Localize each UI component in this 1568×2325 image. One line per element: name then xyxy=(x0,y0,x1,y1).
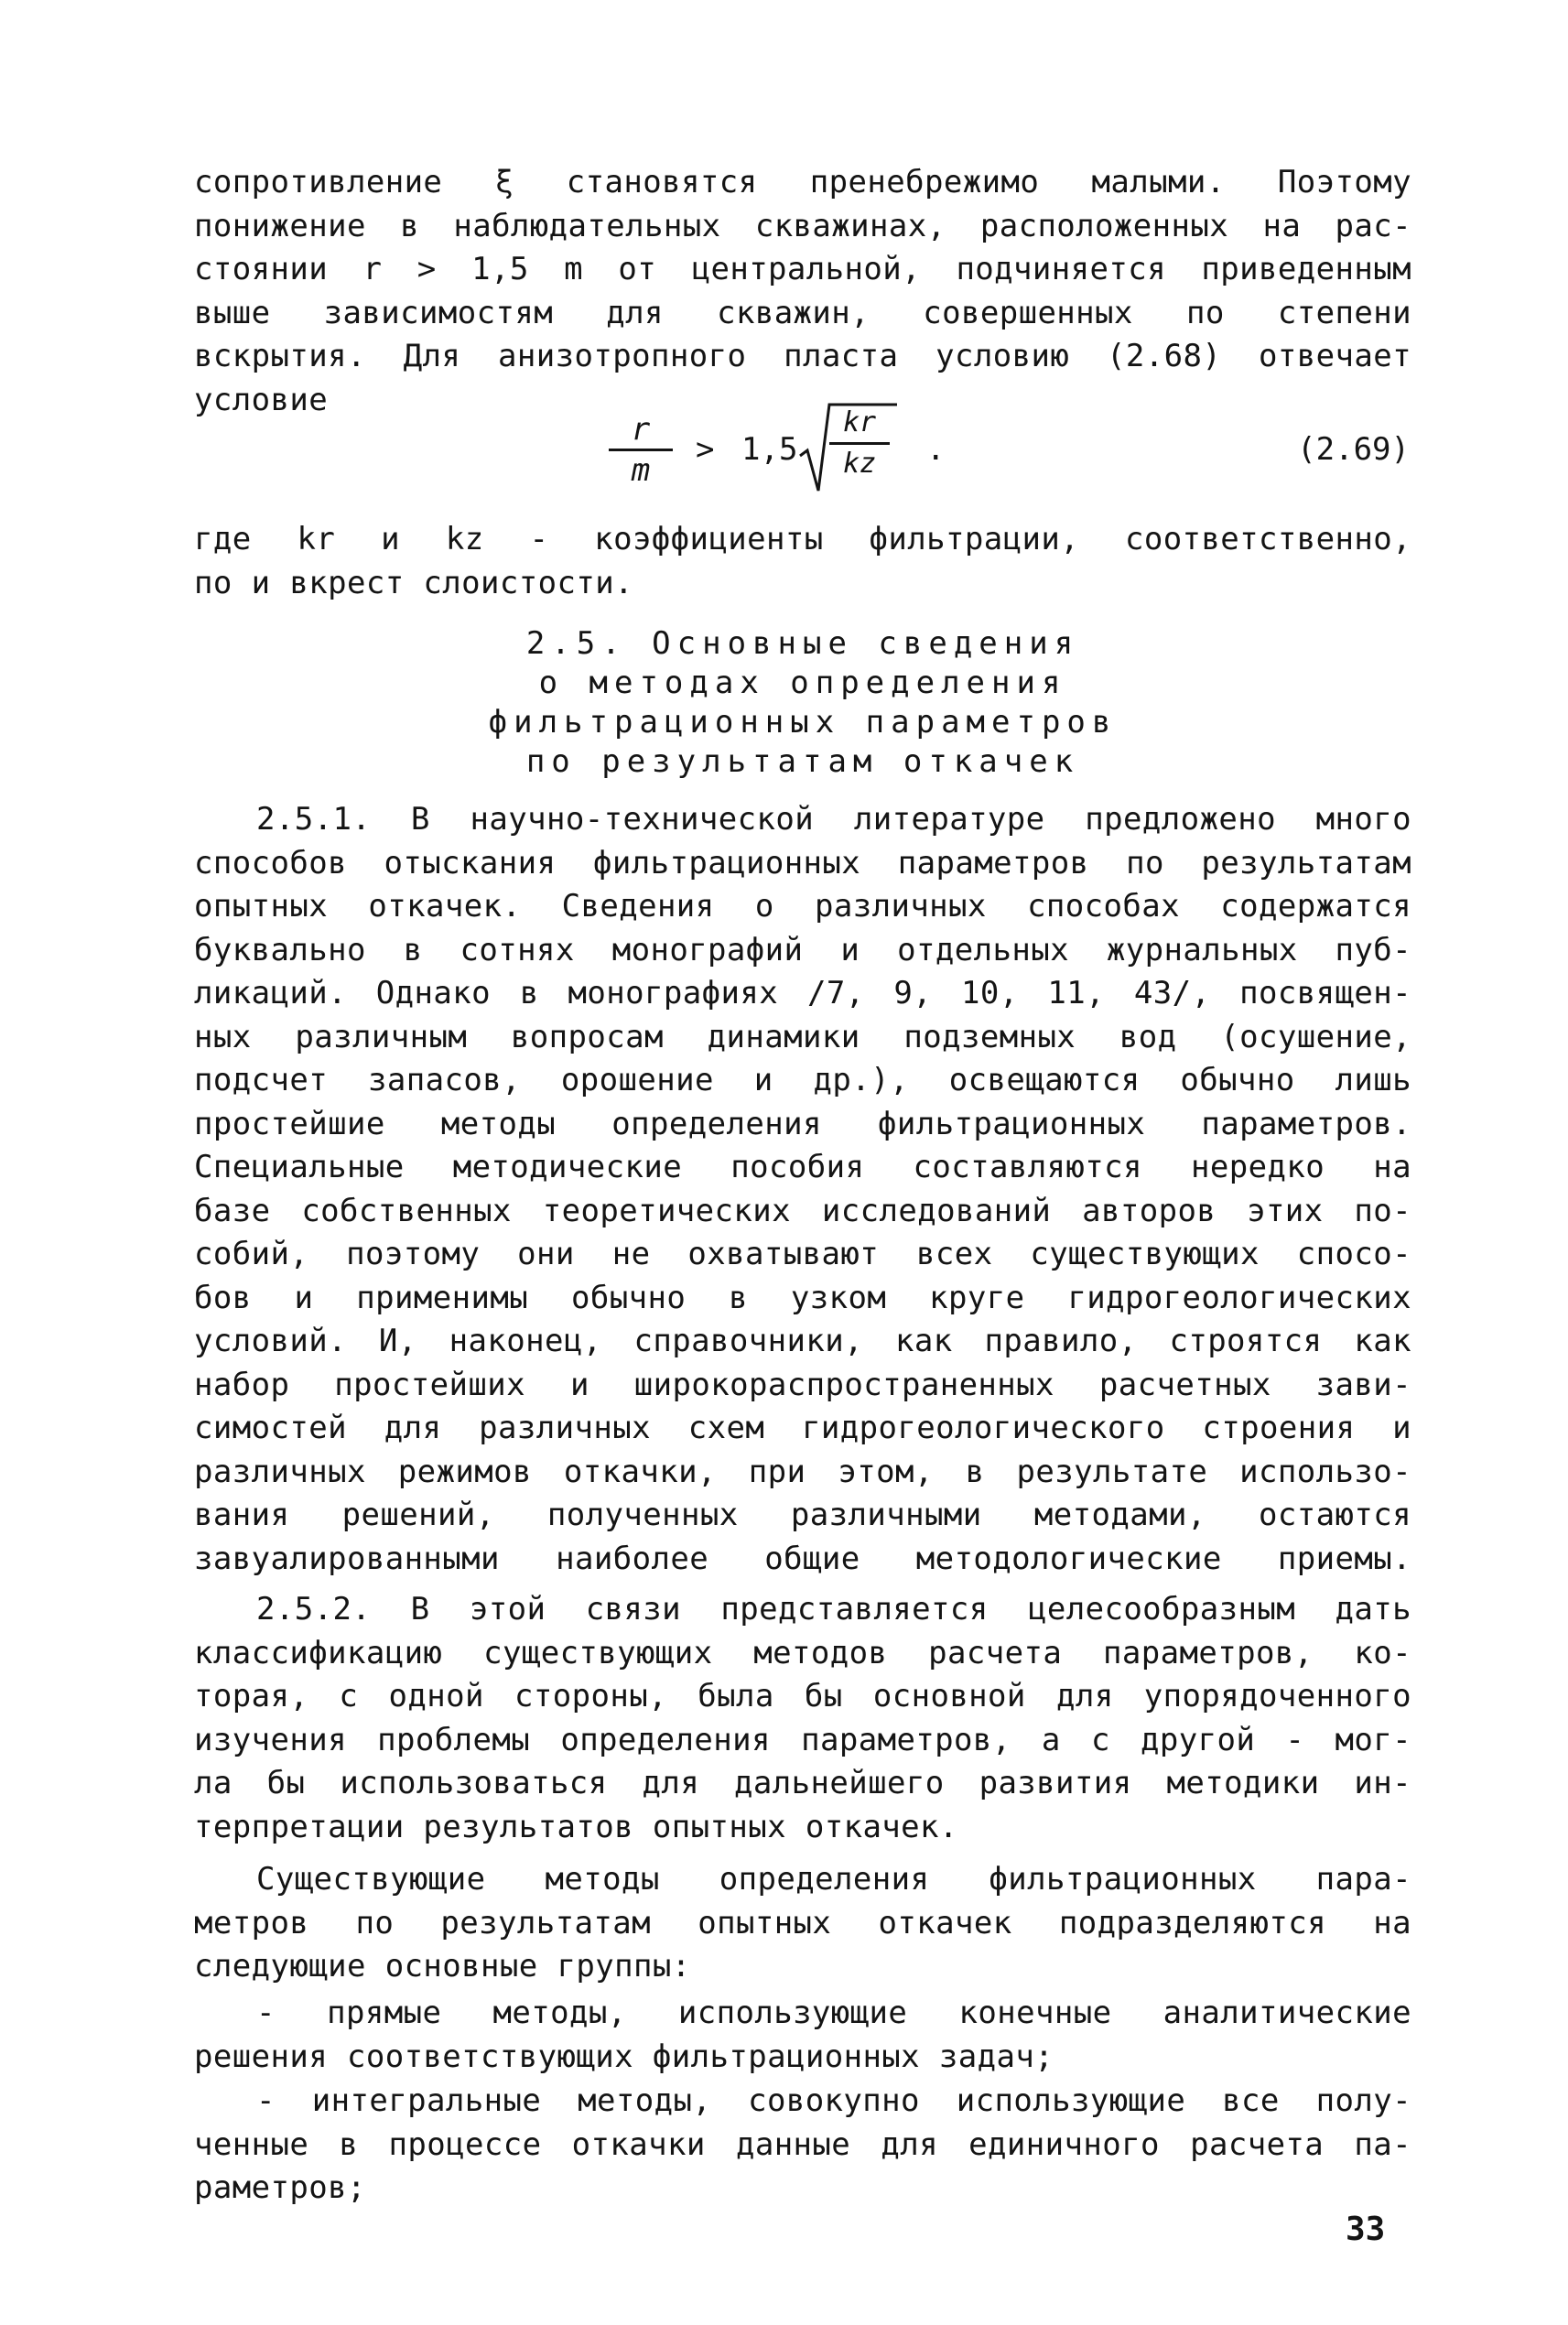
fraction-numerator: kr xyxy=(842,406,877,438)
text-line: опытных откачек. Сведения о различных способах содержатся xyxy=(194,888,1411,925)
fraction-bar xyxy=(829,442,890,445)
text-line: по и вкрест слоистости. xyxy=(194,564,634,601)
text-line: ла бы использоваться для дальнейшего развития методики ин- xyxy=(194,1765,1411,1801)
text-line: симостей для различных схем гидрогеологического строения и xyxy=(194,1410,1411,1446)
paragraph-resistance xyxy=(194,161,1411,422)
heading-line: фильтрационных параметров xyxy=(488,704,1118,741)
text-line: ликаций. Однако в монографиях /7, 9, 10, 11, 43/, посвящен- xyxy=(194,975,1411,1011)
text-line: 2.5.1. В научно-технической литературе предложено много xyxy=(256,801,1411,838)
fraction-denominator: kz xyxy=(842,448,877,480)
text-line: завуалированными наиболее общие методологические приемы. xyxy=(194,1540,1411,1577)
text-line: набор простейших и широкораспространенных расчетных зави- xyxy=(194,1366,1411,1403)
text-line: выше зависимостям для скважин, совершенных по степени xyxy=(194,294,1411,331)
text-line: метров по результатам опытных откачек подразделяются на xyxy=(194,1904,1411,1941)
paragraph-method-groups xyxy=(194,1858,1411,1989)
page-number: 33 xyxy=(1346,2211,1386,2248)
fraction-kr-over-kz xyxy=(829,406,890,481)
list-item-direct-methods xyxy=(194,1992,1411,2079)
text-line: 2.5.2. В этой связи представляется целесообразным дать xyxy=(256,1591,1411,1628)
paragraph-where xyxy=(194,518,1411,605)
text-line: - интегральные методы, совокупно использующие все полу- xyxy=(256,2082,1411,2119)
fraction-r-over-m xyxy=(609,412,673,488)
fraction-bar xyxy=(609,449,673,451)
text-line: стоянии r > 1,5 m от центральной, подчиняется приведенным xyxy=(194,251,1411,287)
coefficient: 1,5 xyxy=(741,431,798,468)
text-line: бов и применимы обычно в узком круге гидрогеологических xyxy=(194,1279,1411,1316)
text-line: способов отыскания фильтрационных параметров по результатам xyxy=(194,844,1411,881)
text-line: следующие основные группы: xyxy=(194,1948,691,1984)
text-line: различных режимов откачки, при этом, в результате использо- xyxy=(194,1453,1411,1490)
text-line: терпретации результатов опытных откачек. xyxy=(194,1808,958,1845)
text-line: ных различным вопросам динамики подземных вод (осушение, xyxy=(194,1018,1411,1055)
section-heading xyxy=(194,624,1411,782)
text-line: подсчет запасов, орошение и др.), освещаются обычно лишь xyxy=(194,1062,1411,1098)
text-line: - прямые методы, использующие конечные аналитические xyxy=(256,1995,1411,2031)
heading-line: 2.5. Основные сведения xyxy=(525,625,1080,662)
text-line: условий. И, наконец, справочники, как правило, строятся как xyxy=(194,1323,1411,1359)
text-line: собий, поэтому они не охватывают всех существующих спосо- xyxy=(194,1236,1411,1272)
text-line: условие xyxy=(194,381,329,418)
formula-2-69 xyxy=(586,403,1410,503)
list-item-integral-methods xyxy=(194,2080,1411,2211)
text-line: раметров; xyxy=(194,2169,366,2206)
text-line: вскрытия. Для анизотропного пласта условию (2.68) отвечает xyxy=(194,338,1411,374)
formula-dot: . xyxy=(926,431,946,468)
heading-line: по результатам откачек xyxy=(525,743,1080,780)
text-line: буквально в сотнях монографий и отдельных журнальных пуб- xyxy=(194,931,1411,968)
text-line: Существующие методы определения фильтрационных пара- xyxy=(256,1861,1411,1898)
paragraph-2-5-2 xyxy=(194,1588,1411,1849)
text-line: классификацию существующих методов расчета параметров, ко- xyxy=(194,1634,1411,1671)
text-line: ченные в процессе откачки данные для единичного расчета па- xyxy=(194,2125,1411,2163)
text-line: решения соответствующих фильтрационных задач; xyxy=(194,2038,1054,2075)
fraction-numerator: r xyxy=(631,411,651,448)
text-line: простейшие методы определения фильтрационных параметров. xyxy=(194,1105,1411,1142)
text-line: базе собственных теоретических исследований авторов этих по- xyxy=(194,1192,1411,1229)
paragraph-2-5-1 xyxy=(194,798,1411,1581)
text-line: вания решений, полученных различными методами, остаются xyxy=(194,1497,1411,1533)
text-line: сопротивление ξ становятся пренебрежимо малыми. Поэтому xyxy=(194,164,1411,200)
greater-than-sign: > xyxy=(696,431,715,468)
heading-line: о методах определения xyxy=(538,665,1067,701)
formula-number: (2.69) xyxy=(1297,431,1410,468)
text-line: понижение в наблюдательных скважинах, расположенных на рас- xyxy=(194,207,1411,244)
text-line: торая, с одной стороны, была бы основной для упорядоченного xyxy=(194,1678,1411,1714)
text-line: Специальные методические пособия составляются нередко на xyxy=(194,1149,1411,1185)
fraction-denominator: m xyxy=(631,452,651,489)
text-line: изучения проблемы определения параметров, а с другой - мог- xyxy=(194,1721,1411,1758)
text-line: где kr и kz - коэффициенты фильтрации, соответственно, xyxy=(194,521,1411,557)
square-root xyxy=(798,403,899,494)
